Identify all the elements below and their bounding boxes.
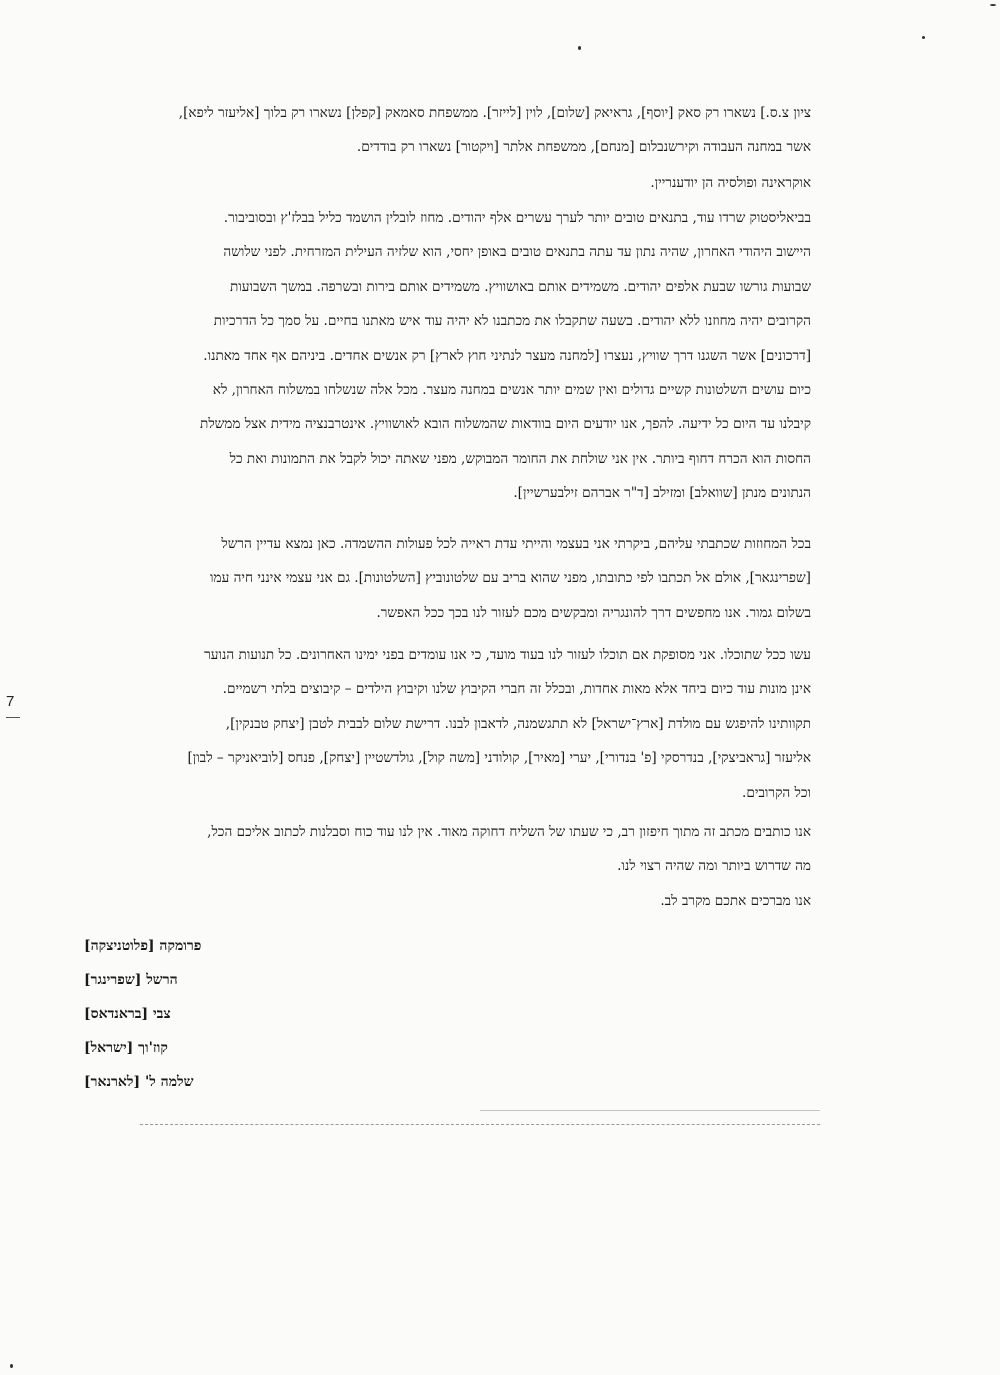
text-line: תקוותינו להיפגש עם מולדת [ארץ־ישראל] לא תתגשמנה, לדאבון לבנו. דרישת שלום לבבית לטבן [יצחק טבנקין], bbox=[225, 715, 811, 732]
text-line: בשלום גמור. אנו מחפשים דרך להונגריה ומבקשים מכם לעזור לנו בכך ככל האפשר. bbox=[376, 604, 811, 621]
scan-speck bbox=[990, 4, 996, 6]
text-line: הנתונים מנתן [שוואלב] ומזילב [ד"ר אברהם זילבערשיין]. bbox=[513, 485, 811, 502]
text-line: בכל המחוזות שכתבתי עליהם, ביקרתי אני בעצמי והייתי עדת ראייה לכל פעולות ההשמדה. כאן נמצא עדיין הרשל bbox=[221, 536, 811, 552]
text-line: היישוב היהודי האחרון, שהיה נתון עד עתה בתנאים טובים באופן יחסי, הוא שלזיה העילית המזרחית. לפני שלושה bbox=[223, 244, 811, 261]
scan-speck bbox=[10, 1364, 13, 1368]
text-line: החסות הוא הכרח דחוף ביותר. אין אני שולחת את החומר המבוקש, מפני שאתה יכול לקבל את התמונות ואת כל bbox=[229, 450, 811, 467]
paragraph-do-what-you-can bbox=[84, 638, 811, 810]
signature-name: צבי [בראנדאס] bbox=[84, 1006, 171, 1022]
text-line: מה שדרוש ביותר ומה שהיה רצוי לנו. bbox=[617, 858, 811, 875]
text-line: ציון צ.ס.] נשארו רק סאק [יוסף], גראיאק [שלום], לוין [לייזר]. ממשפחת סאמאק [קפלן] נשארו רק בלוך [אליעזר ליפא], bbox=[178, 105, 811, 121]
text-line: וכל הקרובים. bbox=[742, 784, 811, 801]
text-line: כיום עושים השלטונות קשיים גדולים ואין שמים יותר אנשים במחנה מעצר. מכל אלה שנשלחו במשלוח האחרון, לא bbox=[212, 381, 811, 398]
scan-speck bbox=[922, 36, 925, 39]
signature-name: שלמה ל' [לארנאר] bbox=[84, 1074, 194, 1090]
text-line: אינן מונות עוד כיום ביחד אלא מאות אחדות, ובכלל זה חברי הקיבוץ שלנו וקיבוץ הילדים – קיבוצים בלתי רשמיים. bbox=[222, 681, 811, 698]
paragraph-closing-greeting bbox=[84, 884, 811, 918]
scan-speck bbox=[578, 46, 581, 50]
text-line: אנו מברכים אתכם מקרב לב. bbox=[660, 893, 811, 909]
paragraph-opening bbox=[84, 96, 811, 165]
text-line: אליעזר [גראביצקי], בנדרסקי [פ' בנדורי], יערי [מאיר], קולודני [משה קול], גולדשטיין [יצחק], פנחס [לוביאניקר – לבון] bbox=[187, 750, 811, 767]
paragraph-bialystok bbox=[84, 201, 811, 511]
page-number: 7 bbox=[6, 693, 15, 710]
footer-divider-line bbox=[480, 1110, 820, 1111]
paragraph-ukraine bbox=[84, 166, 811, 200]
signature-block bbox=[84, 929, 284, 1099]
signature-name: הרשל [שפרינגר] bbox=[84, 972, 178, 988]
paragraph-haste bbox=[84, 815, 811, 884]
text-line: אוקראינה ופולסיה הן יודענריין. bbox=[650, 175, 811, 191]
footer-divider-line bbox=[140, 1124, 820, 1125]
text-line: הקרובים יהיה מחוזנו ללא יהודים. בשעה שתקבלו את מכתבנו לא יהיה עוד איש מאתנו בחיים. על סמך כל הדרכיות bbox=[213, 313, 811, 330]
text-line: [שפרינגאר], אולם אל תכתבו לפי כתובתו, מפני שהוא בריב עם שלטונוביץ [השלטונות]. גם אני עצמי אינני חיה עמו bbox=[210, 570, 811, 587]
text-line: בביאליסטוק שרדו עוד, בתנאים טובים יותר לערך עשרים אלף יהודים. מחוז לובלין הושמד כליל בבלז'ץ ובסוביבור. bbox=[223, 210, 811, 226]
text-line: [דרכונים] אשר השגנו דרך שוויץ, נעצרו [למחנה מעצר לנתיני חוץ לארץ] רק אנשים אחדים. ביניהם אף אחד מאתנו. bbox=[203, 347, 811, 364]
signature-name: קוז'וך [ישראל] bbox=[84, 1040, 168, 1056]
paragraph-districts bbox=[84, 527, 811, 630]
text-line: עשו ככל שתוכלו. אני מסופקת אם תוכלו לעזור לנו בעוד מועד, כי אנו עומדים בפני ימינו האחרונים. כל תנועות הנוער bbox=[204, 647, 811, 663]
text-line: קיבלנו עד היום כל ידיעה. להפך, אנו יודעים היום בוודאות שהמשלוח הובא לאושוויץ. אינטרבנציה מידית אצל ממשלת bbox=[200, 416, 811, 433]
text-line: אנו כותבים מכתב זה מתוך חיפזון רב, כי שעתו של השליח דחוקה מאוד. אין לנו עוד כוח וסבלנות לכתוב אליכם הכל, bbox=[207, 824, 811, 840]
text-line: שבועות גורשו שבעת אלפים יהודים. משמידים אותם באושוויץ. משמידים אותם בירות ובשרפה. במשך השבועות bbox=[230, 278, 811, 295]
page-number-rule bbox=[6, 717, 20, 718]
signature-name: פרומקה [פלוטניצקה] bbox=[84, 938, 202, 954]
text-line: אשר במחנה העבודה וקירשנבלום [מנחם], ממשפחת אלתר [ויקטור] נשארו רק בודדים. bbox=[356, 139, 811, 156]
